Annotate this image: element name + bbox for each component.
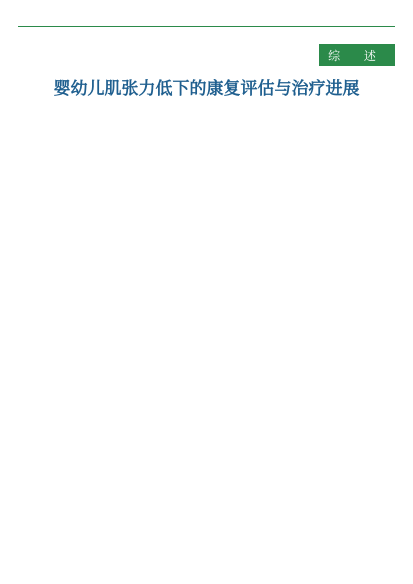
running-header [18, 8, 395, 27]
section-tag: 综 述 [319, 44, 395, 66]
paper-title: 婴幼儿肌张力低下的康复评估与治疗进展 [53, 79, 360, 99]
